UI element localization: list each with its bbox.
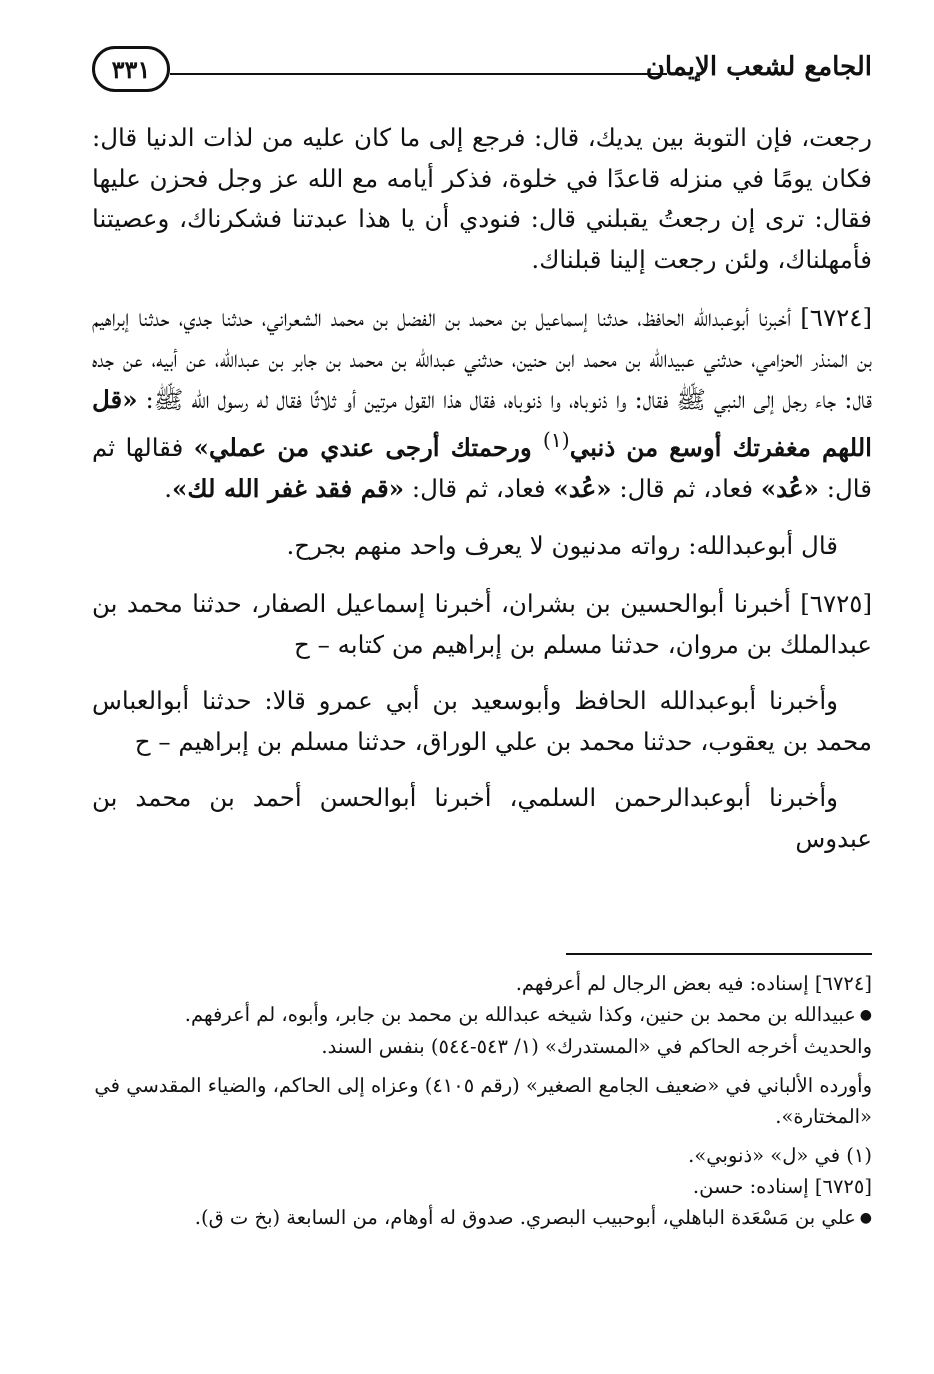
footnote-separator <box>566 953 872 955</box>
running-title: الجامع لشعب الإيمان <box>645 52 872 82</box>
hadith-6724-text-1: فقالها ثم قال: <box>92 433 872 503</box>
bullet-icon: ● <box>859 1210 872 1226</box>
footnote-6724-narrators-text: عبيدالله بن محمد بن حنين، وكذا شيخه عبدالله بن محمد بن جابر، وأبوه، لم أعرفهم. <box>184 1003 856 1026</box>
footnote-6724-albani: وأورده الألباني في «ضعيف الجامع الصغير» (رقم ٤١٠٥) وعزاه إلى الحاكم، والضياء المقدسي في «المختارة». <box>94 1074 872 1128</box>
header-rule <box>170 73 667 75</box>
hadith-6724-quote-2: ورحمتك أرجى عندي من عملي» <box>193 433 543 463</box>
footnote-6724-source: والحديث أخرجه الحاكم في «المستدرك» (١/ ٥٤٣-٥٤٤) بنفس السند. <box>321 1035 872 1058</box>
grading-note: قال أبوعبدالله: رواته مدنيون لا يعرف واحد منهم بجرح. <box>286 530 838 560</box>
footnote-marker-1: (١) <box>542 428 570 453</box>
hadith-6724-quote-4: «عُد» <box>553 473 612 503</box>
main-text <box>92 118 872 860</box>
hadith-6725-chain-3: وأخبرنا أبوعبدالرحمن السلمي، أخبرنا أبوالحسن أحمد بن محمد بن عبدوس <box>92 783 872 854</box>
hadith-6724-text-3: فعاد، ثم قال: <box>404 473 554 503</box>
hadith-6724 <box>92 298 872 509</box>
footnote-1: (١) في «ل» «ذنوبي». <box>688 1144 872 1167</box>
page-number <box>92 46 170 92</box>
paragraph-continuation: رجعت، فإن التوبة بين يديك، قال: فرجع إلى ما كان عليه من لذات الدنيا قال: فكان يومًا في منزله قاعدًا في خلوة، فذكر أيامه مع الله عز وجل فحزن عليها فقال: ترى إن رجعتُ يقبلني قال: فنودي أن يا هذا عبدتنا فشكرناك، وعصيتنا فأمهلناك، ولئن رجعت إلينا قبلناك. <box>92 123 872 274</box>
hadith-6724-quote-5: «قم فقد غفر الله لك» <box>172 473 405 503</box>
hadith-6724-quote-3: «عُد» <box>760 473 819 503</box>
bullet-icon: ● <box>859 1007 872 1023</box>
hadith-6724-text-2: فعاد، ثم قال: <box>611 473 761 503</box>
hadith-6724-quote-1: «قل اللهم مغفرتك أوسع من ذنبي <box>92 384 872 463</box>
hadith-6724-chain: [٦٧٢٤] أخبرنا أبوعبدالله الحافظ، حدثنا إسماعيل بن محمد بن الفضل بن محمد الشعراني، حدثنا جدي، حدثنا إبراهيم بن المنذر الحزامي، حدثني عبيدالله بن محمد ابن حنين، حدثني عبدالله بن محمد بن جابر بن عبدالله، عن أبيه، عن جده قال: جاء رجل إلى النبي ﷺ فقال: وا ذنوباه، وا ذنوباه، فقال هذا القول مرتين أو ثلاثًا فقال له رسول الله ﷺ: <box>92 303 872 414</box>
footnote-6725-narrator <box>92 1202 872 1234</box>
footnote-6725-narrator-text: علي بن مَسْعَدة الباهلي، أبوحبيب البصري. صدوق له أوهام، من السابعة (بخ ت ق). <box>194 1206 856 1229</box>
page-header <box>92 44 872 98</box>
footnotes <box>92 968 872 1234</box>
hadith-6724-end: . <box>164 473 172 503</box>
footnote-6725-isnad: [٦٧٢٥] إسناده: حسن. <box>692 1175 872 1198</box>
footnote-6724-isnad: [٦٧٢٤] إسناده: فيه بعض الرجال لم أعرفهم. <box>515 972 872 995</box>
hadith-6725: [٦٧٢٥] أخبرنا أبوالحسين بن بشران، أخبرنا إسماعيل الصفار، حدثنا محمد بن عبدالملك بن مروان، حدثنا مسلم بن إبراهيم من كتابه – ح <box>92 589 872 659</box>
page-number-text: ٣٣١ <box>111 54 151 84</box>
hadith-6725-chain-2: وأخبرنا أبوعبدالله الحافظ وأبوسعيد بن أبي عمرو قالا: حدثنا أبوالعباس محمد بن يعقوب، حدثنا محمد بن علي الوراق، حدثنا مسلم بن إبراهيم – ح <box>92 686 872 756</box>
footnote-6724-narrators <box>92 999 872 1031</box>
